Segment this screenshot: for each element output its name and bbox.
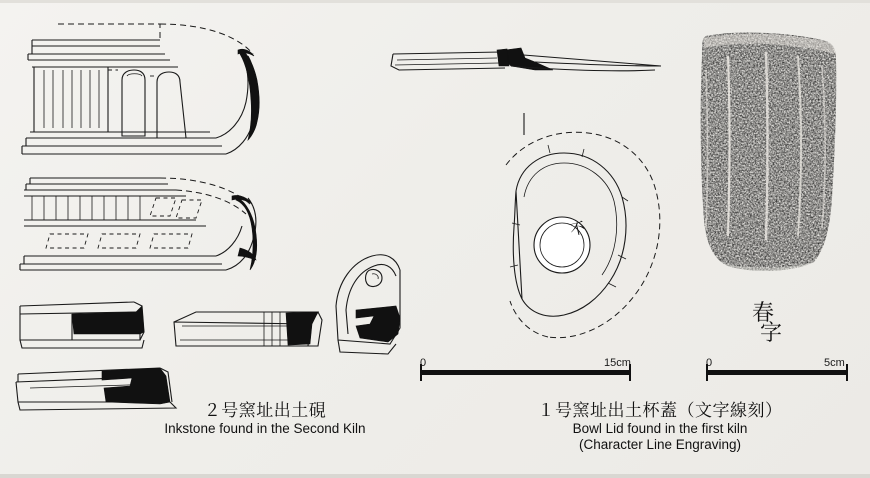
inkstone-plan-drawing [10, 168, 310, 293]
scale-bar-15cm-fill [420, 370, 631, 375]
caption-bowl-lid-en2: (Character Line Engraving) [578, 437, 742, 452]
inkstone-fragment-b [168, 300, 328, 358]
engraved-character-rubbing-line2: 字 [760, 321, 783, 346]
scale-label-start: 0 [420, 357, 427, 369]
caption-bowl-lid [490, 396, 830, 452]
caption-bowl-lid-cjk: １号窯址出土杯蓋（文字線刻） [537, 401, 783, 421]
engraved-character-rubbing-line1: 春 [752, 301, 775, 326]
inkstone-elevation-drawing [10, 10, 300, 165]
inkstone-fragment-a [12, 292, 162, 356]
plate-bottom-edge [0, 474, 870, 478]
caption-inkstone [120, 396, 410, 436]
plate-top-edge [0, 0, 870, 3]
scale-label-start-2: 0 [706, 357, 713, 369]
scale-label-end-2: 5cm [824, 357, 845, 369]
scale-tick-end-2 [846, 364, 848, 381]
caption-inkstone-cjk: ２号窯址出土硯 [203, 401, 327, 421]
scale-bar-5cm [706, 358, 851, 388]
inkstone-fragment-c [330, 248, 410, 358]
scale-label-end: 15cm [604, 357, 631, 369]
scale-bar-15cm [420, 358, 635, 388]
caption-bowl-lid-en: Bowl Lid found in the first kiln [572, 421, 748, 436]
ink-rubbing-image [694, 30, 845, 282]
bowl-lid-section-drawing [385, 40, 675, 86]
engraved-character-on-lid: 不 [568, 218, 588, 240]
caption-inkstone-en: Inkstone found in the Second Kiln [164, 421, 366, 436]
scale-bar-5cm-fill [706, 370, 848, 375]
